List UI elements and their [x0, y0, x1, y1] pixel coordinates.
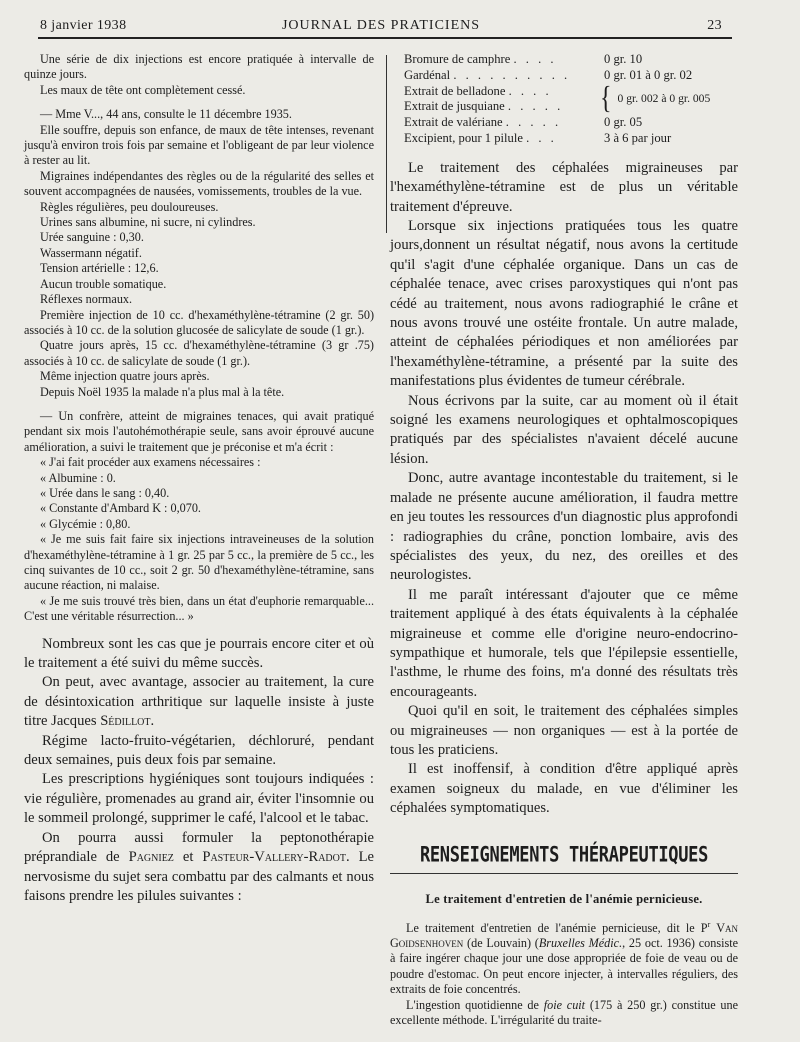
paragraph: Nous écrivons par la suite, car au moment où il était soigné les examens neurologiques et ophtalmoscopiques pratiqués par des spécialistes n'avaient décelé aucune lésion.: [390, 392, 738, 467]
quote-line: « Glycémie : 0,80.: [40, 516, 131, 531]
paragraph: Wassermann négatif.: [40, 245, 142, 260]
prescription-row: Bromure de camphre . . . . 0 gr. 10: [404, 52, 643, 66]
author-name: Sédillot: [100, 713, 151, 730]
paragraph: Le traitement des céphalées migraineuses par l'hexaméthylène-tétramine est de plus un véritable traitement d'épreuve.: [390, 159, 738, 215]
prescription-row: Gardénal . . . . . . . . . . 0 gr. 01 à 0 gr. 02: [404, 67, 693, 82]
paragraph: Quoi qu'il en soit, le traitement des céphalées simples ou migraineuses — non organiques — est à la portée de tous les praticiens.: [390, 703, 738, 758]
case-report: [24, 52, 374, 625]
paragraph: Il me paraît intéressant d'ajouter que ce même traitement appliqué à des états équivalents à la céphalée migraineuse et comme elle d'origine neuro-endocrino-sympathique et humorale, tels que l'épilepsie essentielle, l'asthme, le rhume des foins, m'a donné des résultats très encourageants.: [390, 586, 738, 700]
right-column: [390, 52, 738, 1029]
therapy-article: [390, 917, 738, 1029]
article-subhead: Le traitement d'entretien de l'anémie pernicieuse.: [425, 891, 703, 906]
paragraph: Elle souffre, depuis son enfance, de maux de tête intenses, revenant jusqu'à environ trois fois par semaine et l'obligeant de par leur violence à rester au lit.: [24, 122, 374, 168]
brace-glyph: {: [600, 82, 612, 117]
paragraph: Quatre jours après, 15 cc. d'hexaméthylène-tétramine (3 gr .75) associés à 10 cc. de salicylate de soude (1 gr.).: [24, 338, 374, 368]
column-rule: [386, 55, 387, 233]
section-rule: [390, 873, 738, 874]
paragraph: Donc, autre avantage incontestable du traitement, si le malade ne présente aucune amélioration, il faudra mettre en jeu toutes les ressources d'un diagnostic plus approfondi : radiographies du crâne, ponction lombaire, avis des spécialistes des yeux, du nez, des oreilles et des neurologistes.: [390, 470, 738, 584]
paragraph: On pourra aussi formuler la peptonothérapie préprandiale de Pagniez et Pasteur-Vallery-Radot. Le nervosisme du sujet sera combattu par des calmants et nous faisons prendre les pilules suivantes :: [24, 829, 374, 904]
paragraph: Aucun trouble somatique.: [40, 276, 167, 291]
paragraph: Le traitement d'entretien de l'anémie pernicieuse, dit le $P^r$ Van Goidsenhoven (de Louvain) (Bruxelles Médic., 25 oct. 1936) consiste à faire ingérer chaque jour une dose appropriée de foie de veau ou de poudre d'estomac. On peut encore injecter, à intervalles réguliers, des extraits de foie concentrés.: [390, 919, 738, 997]
paragraph: Urines sans albumine, ni sucre, ni cylindres.: [40, 215, 256, 230]
header-date: 8 janvier 1938: [40, 18, 127, 33]
paragraph: Régime lacto-fruito-végétarien, déchloruré, pendant deux semaines, puis deux fois par semaine.: [24, 732, 374, 769]
paragraph: Règles régulières, peu douloureuses.: [40, 199, 219, 214]
author-name: Pagniez: [128, 849, 174, 866]
paragraph: Il est inoffensif, à condition d'être appliqué après examen soigneux du malade, en vue d'éliminer les céphalées symptomatiques.: [390, 761, 738, 817]
page-header: [40, 14, 722, 38]
quote-line: « Albumine : 0.: [40, 470, 116, 485]
paragraph: Urée sanguine : 0,30.: [40, 230, 144, 245]
paragraph: Migraines indépendantes des règles ou de la régularité des selles et souvent accompagnées de nausées, vomissements, troubles de la vue.: [24, 168, 374, 199]
paragraph: Lorsque six injections pratiquées tous les quatre jours,donnent un résultat négatif, nous avons la certitude qu'il s'agit d'une céphalée organique. Dans un cas de céphalée tenace, avec crises paroxystiques qui n'ont pas cédé au traitement, nous avons radiographié le crâne et nous avons trouvé une ostéite frontale. Un autre malade, atteint de céphalées périodiques et non améliorées par l'hexaméthylène-tétramine, a présenté par la suite des manifestations plus évidentes de tumeur cérébrale.: [390, 218, 738, 390]
author-name: Pasteur-Vallery-Radot: [202, 849, 346, 866]
paragraph: Tension artérielle : 12,6.: [40, 261, 159, 276]
paragraph: Première injection de 10 cc. d'hexaméthylène-tétramine (2 gr. 50) associés à 10 cc. de la solution glucosée de salicylate de soude (1 gr.).: [24, 307, 374, 337]
paragraph: Une série de dix injections est encore pratiquée à intervalle de quinze jours.: [24, 52, 374, 82]
journal-name: Bruxelles Médic.: [538, 936, 623, 951]
prescription-row: Extrait de valériane . . . . . 0 gr. 05: [404, 115, 643, 130]
header-rule: [38, 37, 732, 39]
paragraph: Depuis Noël 1935 la malade n'a plus mal à la tête.: [40, 384, 285, 399]
paragraph: Réflexes normaux.: [40, 292, 133, 307]
paragraph: Nombreux sont les cas que je pourrais encore citer et où le traitement a été suivi du même succès.: [24, 635, 374, 672]
header-journal-title: JOURNAL DES PRATICIENS: [281, 18, 481, 33]
section-title: RENSEIGNEMENTS THÉRAPEUTIQUES: [419, 842, 709, 868]
main-text: [24, 635, 374, 907]
quote-line: « J'ai fait procéder aux examens nécessaires :: [40, 455, 261, 470]
quote-line: « Urée dans le sang : 0,40.: [40, 485, 170, 500]
author-name: Van Goidsenhoven: [390, 920, 738, 951]
header-page-number: 23: [707, 18, 722, 33]
paragraph: L'ingestion quotidienne de foie cuit (175 à 250 gr.) constitue une excellente méthode. L'irrégularité du traite-: [390, 997, 738, 1028]
paragraph: Les prescriptions hygiéniques sont toujours indiquées : vie régulière, promenades au grand air, éviter l'insomnie ou le sommeil prolongé, supprimer le café, l'alcool et le tabac.: [24, 771, 374, 827]
left-column: [24, 52, 374, 906]
prescription-row: Excipient, pour 1 pilule . . . 3 à 6 par jour: [404, 130, 672, 145]
quote-line: « Je me suis fait faire six injections intraveineuses de la solution d'hexaméthylène-tétramine à 1 gr. 25 par 5 cc., la première de 5 cc., les cinq suivantes de 10 cc., soit 2 gr. 50 d'hexaméthylène-tétramine, sans aucune réaction, ni malaise.: [24, 532, 374, 593]
quote-line: « Constante d'Ambard K : 0,070.: [40, 501, 201, 516]
paragraph: — Un confrère, atteint de migraines tenaces, qui avait pratiqué pendant six mois l'autohémothérapie seule, sans avoir éprouvé aucune amélioration, a suivi le traitement que je préconise et m'a écrit :: [24, 408, 374, 454]
quote-line: « Je me suis trouvé très bien, dans un état d'euphorie remarquable... C'est une véritable résurrection... »: [24, 593, 374, 624]
prescription-brace-group: Extrait de belladone . . . . Extrait de jusquiane . . . . . { 0 gr. 002 à 0 gr. 005: [404, 82, 711, 117]
paragraph: On peut, avec avantage, associer au traitement, la cure de désintoxication arthritique sur laquelle insiste à juste titre Jacques Sédillot.: [24, 674, 374, 730]
paragraph: — Mme V..., 44 ans, consulte le 11 décembre 1935.: [40, 107, 292, 122]
paragraph: Même injection quatre jours après.: [40, 369, 210, 384]
main-text: [390, 159, 738, 819]
paragraph: Les maux de tête ont complètement cessé.: [40, 82, 246, 97]
prescription-table: [404, 52, 738, 147]
